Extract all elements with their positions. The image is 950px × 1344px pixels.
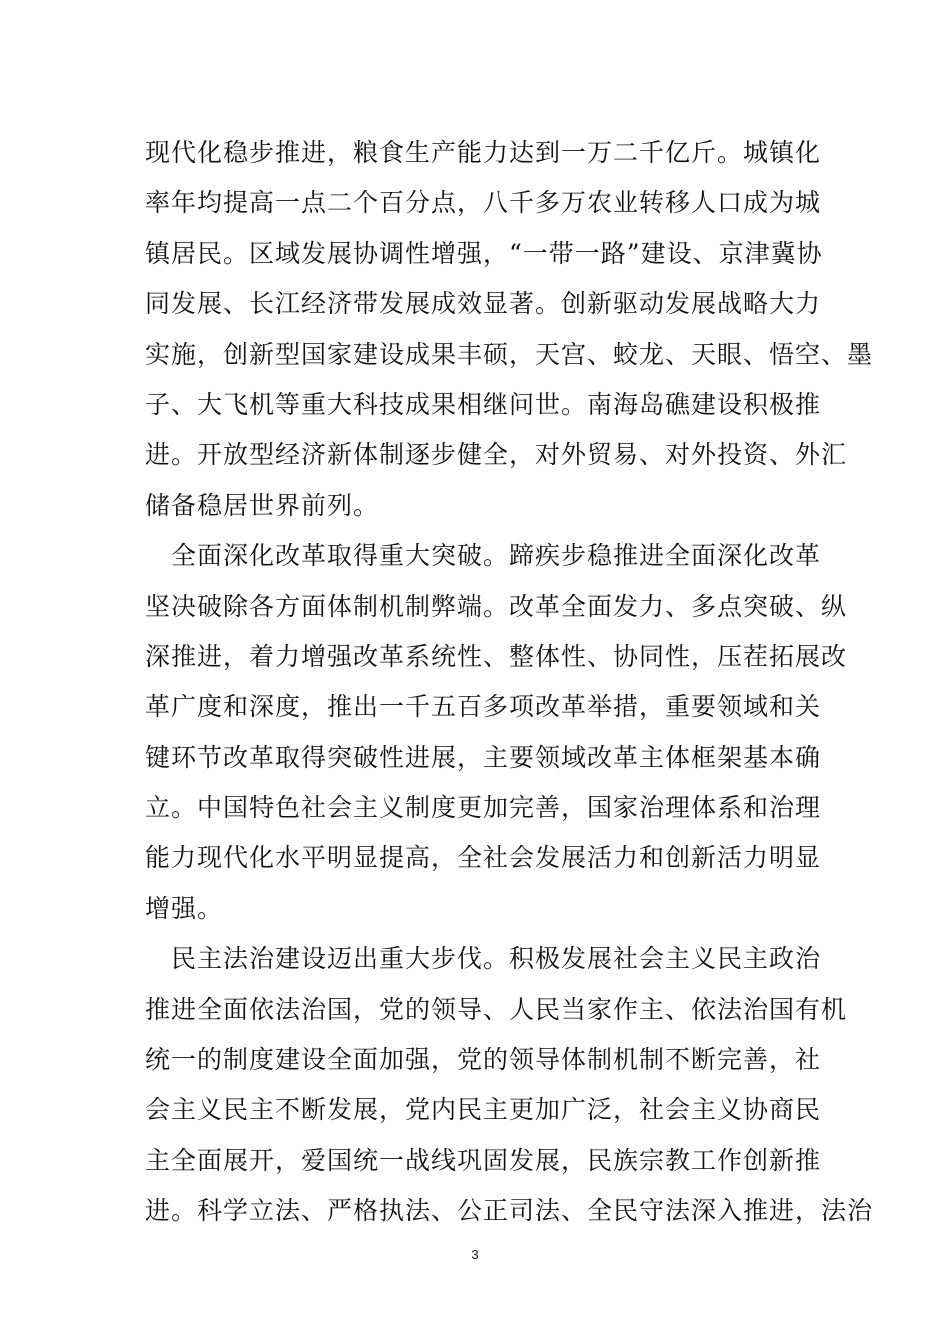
text-line: 子、大飞机等重大科技成果相继问世。南海岛礁建设积极推 xyxy=(145,389,822,419)
text-line: 坚决破除各方面体制机制弊端。改革全面发力、多点突破、纵 xyxy=(145,591,848,621)
text-line: 实施，创新型国家建设成果丰硕，天宫、蛟龙、天眼、悟空、墨 xyxy=(145,339,874,369)
text-line: 键环节改革取得突破性进展，主要领域改革主体框架基本确 xyxy=(145,742,822,772)
paragraph-first-line: 全面深化改革取得重大突破。蹄疾步稳推进全面深化改革 xyxy=(145,541,822,571)
text-line: 进。科学立法、严格执法、公正司法、全民守法深入推进，法治 xyxy=(145,1196,874,1226)
text-line: 深推进，着力增强改革系统性、整体性、协同性，压茬拓展改 xyxy=(145,641,848,671)
text-line: 推进全面依法治国，党的领导、人民当家作主、依法治国有机 xyxy=(145,994,848,1024)
text-line: 同发展、长江经济带发展成效显著。创新驱动发展战略大力 xyxy=(145,289,822,319)
text-line: 统一的制度建设全面加强，党的领导体制机制不断完善，社 xyxy=(145,1045,822,1075)
text-line: 立。中国特色社会主义制度更加完善，国家治理体系和治理 xyxy=(145,793,822,823)
text-line: 能力现代化水平明显提高，全社会发展活力和创新活力明显 xyxy=(145,843,822,873)
page-number: 3 xyxy=(471,1247,479,1262)
text-line: 革广度和深度，推出一千五百多项改革举措，重要领域和关 xyxy=(145,692,822,722)
text-line: 增强。 xyxy=(145,893,224,923)
text-line: 主全面展开，爱国统一战线巩固发展，民族宗教工作创新推 xyxy=(145,1145,822,1175)
text-line: 储备稳居世界前列。 xyxy=(145,490,380,520)
text-line: 镇居民。区域发展协调性增强，“一带一路”建设、京津冀协 xyxy=(145,238,823,268)
text-line: 率年均提高一点二个百分点，八千多万农业转移人口成为城 xyxy=(145,188,822,218)
document-body xyxy=(145,128,874,1237)
text-line: 现代化稳步推进，粮食生产能力达到一万二千亿斤。城镇化 xyxy=(145,138,822,167)
paragraph-first-line: 民主法治建设迈出重大步伐。积极发展社会主义民主政治 xyxy=(145,944,822,974)
text-line: 进。开放型经济新体制逐步健全，对外贸易、对外投资、外汇 xyxy=(145,440,848,470)
text-line: 会主义民主不断发展，党内民主更加广泛，社会主义协商民 xyxy=(145,1095,822,1125)
